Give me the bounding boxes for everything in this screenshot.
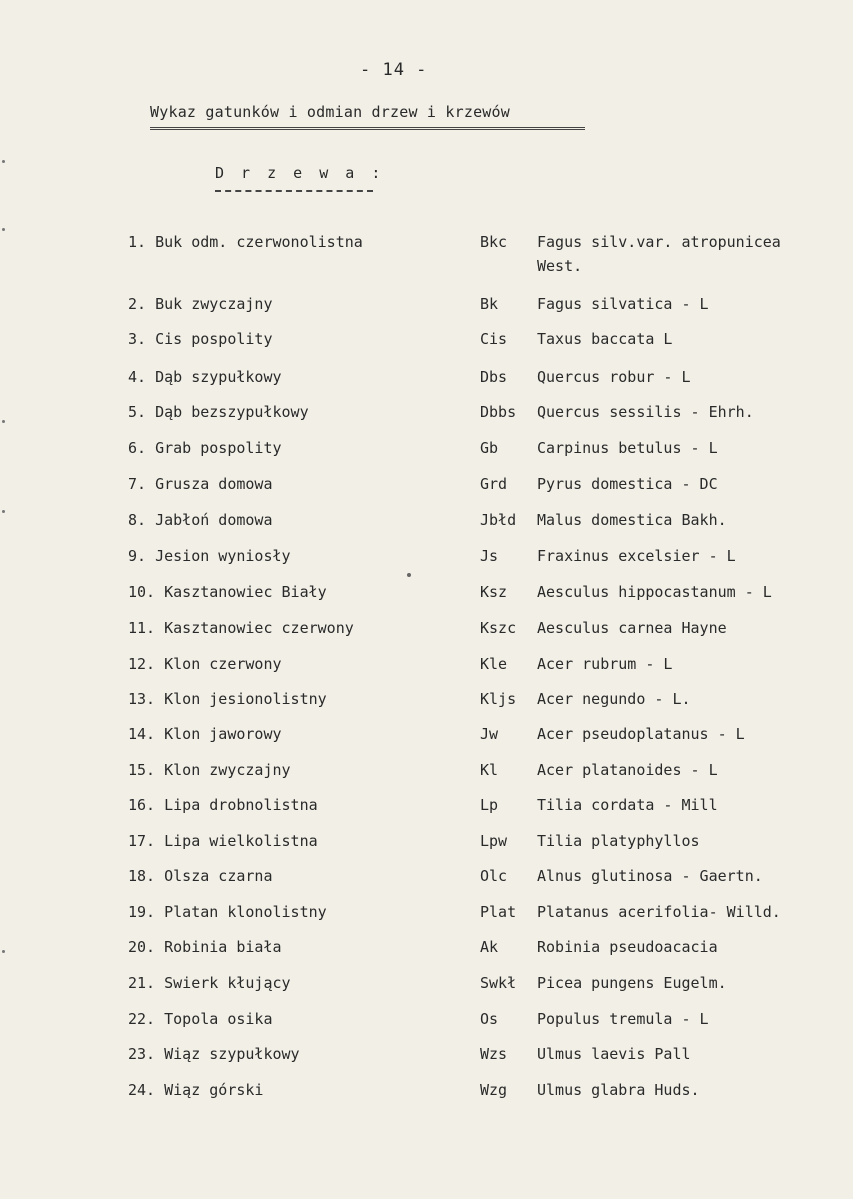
list-item [0, 547, 853, 571]
species-polish-name: 11. Kasztanowiec czerwony [128, 619, 354, 637]
species-latin-name: Tilia platyphyllos [537, 832, 700, 850]
species-polish-name: 10. Kasztanowiec Biały [128, 583, 327, 601]
species-code: Kle [480, 655, 508, 673]
species-polish-name: 18. Olsza czarna [128, 867, 273, 885]
title-underline [150, 127, 585, 130]
species-polish-name: 4. Dąb szypułkowy [128, 368, 282, 386]
species-code: Gb [480, 439, 499, 457]
list-item [0, 475, 853, 499]
page-number: - 14 - [360, 60, 428, 80]
list-item [0, 796, 853, 820]
list-item [0, 439, 853, 463]
page-title: Wykaz gatunków i odmian drzew i krzewów [150, 103, 510, 121]
species-latin-name: Fagus silv.var. atropunicea [537, 233, 781, 251]
section-underline [215, 190, 373, 192]
species-code: Bk [480, 295, 499, 313]
margin-mark [2, 420, 5, 423]
species-latin-name: Quercus sessilis - Ehrh. [537, 403, 754, 421]
species-latin-name: Acer pseudoplatanus - L [537, 725, 745, 743]
species-latin-name: Aesculus carnea Hayne [537, 619, 727, 637]
list-item [0, 867, 853, 891]
species-code: Js [480, 547, 499, 565]
species-code: Kszc [480, 619, 517, 637]
species-latin-name: Acer rubrum - L [537, 655, 673, 673]
list-item [0, 1045, 853, 1069]
species-code: Bkc [480, 233, 508, 251]
species-code: Lpw [480, 832, 508, 850]
species-polish-name: 3. Cis pospolity [128, 330, 273, 348]
species-polish-name: 17. Lipa wielkolistna [128, 832, 318, 850]
species-code: Ksz [480, 583, 508, 601]
species-polish-name: 21. Swierk kłujący [128, 974, 291, 992]
list-item [0, 295, 853, 319]
species-code: Kljs [480, 690, 517, 708]
species-polish-name: 20. Robinia biała [128, 938, 282, 956]
species-latin-name: Platanus acerifolia- Willd. [537, 903, 781, 921]
species-latin-name: Alnus glutinosa - Gaertn. [537, 867, 763, 885]
species-code: Kl [480, 761, 499, 779]
species-polish-name: 23. Wiąz szypułkowy [128, 1045, 300, 1063]
species-polish-name: 5. Dąb bezszypułkowy [128, 403, 309, 421]
section-heading: D r z e w a : [215, 164, 385, 182]
species-code: Cis [480, 330, 508, 348]
species-code: Ak [480, 938, 499, 956]
species-polish-name: 8. Jabłoń domowa [128, 511, 273, 529]
species-code: Lp [480, 796, 499, 814]
species-latin-name: Fraxinus excelsier - L [537, 547, 736, 565]
species-latin-name: Tilia cordata - Mill [537, 796, 718, 814]
species-code: Plat [480, 903, 517, 921]
species-polish-name: 16. Lipa drobnolistna [128, 796, 318, 814]
species-polish-name: 7. Grusza domowa [128, 475, 273, 493]
species-code: Swkł [480, 974, 517, 992]
list-item [0, 619, 853, 643]
list-item [0, 938, 853, 962]
list-item [0, 583, 853, 607]
species-latin-name: Ulmus laevis Pall [537, 1045, 691, 1063]
species-code: Grd [480, 475, 508, 493]
species-polish-name: 9. Jesion wyniosły [128, 547, 291, 565]
margin-mark [2, 228, 5, 231]
species-latin-name: Aesculus hippocastanum - L [537, 583, 772, 601]
list-item [0, 974, 853, 998]
species-polish-name: 19. Platan klonolistny [128, 903, 327, 921]
species-polish-name: 14. Klon jaworowy [128, 725, 282, 743]
species-latin-name: Populus tremula - L [537, 1010, 709, 1028]
species-latin-name: Acer platanoides - L [537, 761, 718, 779]
species-polish-name: 6. Grab pospolity [128, 439, 282, 457]
list-item [0, 690, 853, 714]
species-latin-name: Pyrus domestica - DC [537, 475, 718, 493]
species-latin-name: Carpinus betulus - L [537, 439, 718, 457]
species-latin-name: Picea pungens Eugelm. [537, 974, 727, 992]
ink-dot [407, 573, 411, 577]
species-polish-name: 15. Klon zwyczajny [128, 761, 291, 779]
species-latin-name: Taxus baccata L [537, 330, 673, 348]
margin-mark [2, 160, 5, 163]
list-item [0, 330, 853, 354]
species-latin-name: Robinia pseudoacacia [537, 938, 718, 956]
species-code: Wzs [480, 1045, 508, 1063]
list-item [0, 403, 853, 427]
list-item [0, 511, 853, 535]
list-item [0, 233, 853, 275]
species-code: Jw [480, 725, 499, 743]
list-item [0, 725, 853, 749]
species-latin-name: Acer negundo - L. [537, 690, 691, 708]
species-code: Wzg [480, 1081, 508, 1099]
species-polish-name: 2. Buk zwyczajny [128, 295, 273, 313]
list-item [0, 655, 853, 679]
list-item [0, 903, 853, 927]
species-code: Olc [480, 867, 508, 885]
species-polish-name: 1. Buk odm. czerwonolistna [128, 233, 363, 251]
species-latin-name: Malus domestica Bakh. [537, 511, 727, 529]
list-item [0, 761, 853, 785]
species-code: Dbs [480, 368, 508, 386]
species-polish-name: 22. Topola osika [128, 1010, 273, 1028]
species-polish-name: 12. Klon czerwony [128, 655, 282, 673]
species-polish-name: 24. Wiąz górski [128, 1081, 264, 1099]
species-polish-name: 13. Klon jesionolistny [128, 690, 327, 708]
list-item [0, 1081, 853, 1105]
list-item [0, 1010, 853, 1034]
species-code: Jbłd [480, 511, 517, 529]
list-item [0, 832, 853, 856]
species-latin-name: Quercus robur - L [537, 368, 691, 386]
species-latin-name: Fagus silvatica - L [537, 295, 709, 313]
list-item [0, 368, 853, 392]
species-latin-name: Ulmus glabra Huds. [537, 1081, 700, 1099]
margin-mark [2, 950, 5, 953]
margin-mark [2, 510, 5, 513]
species-code: Dbbs [480, 403, 517, 421]
species-latin-name-cont: West. [537, 257, 583, 275]
species-code: Os [480, 1010, 499, 1028]
